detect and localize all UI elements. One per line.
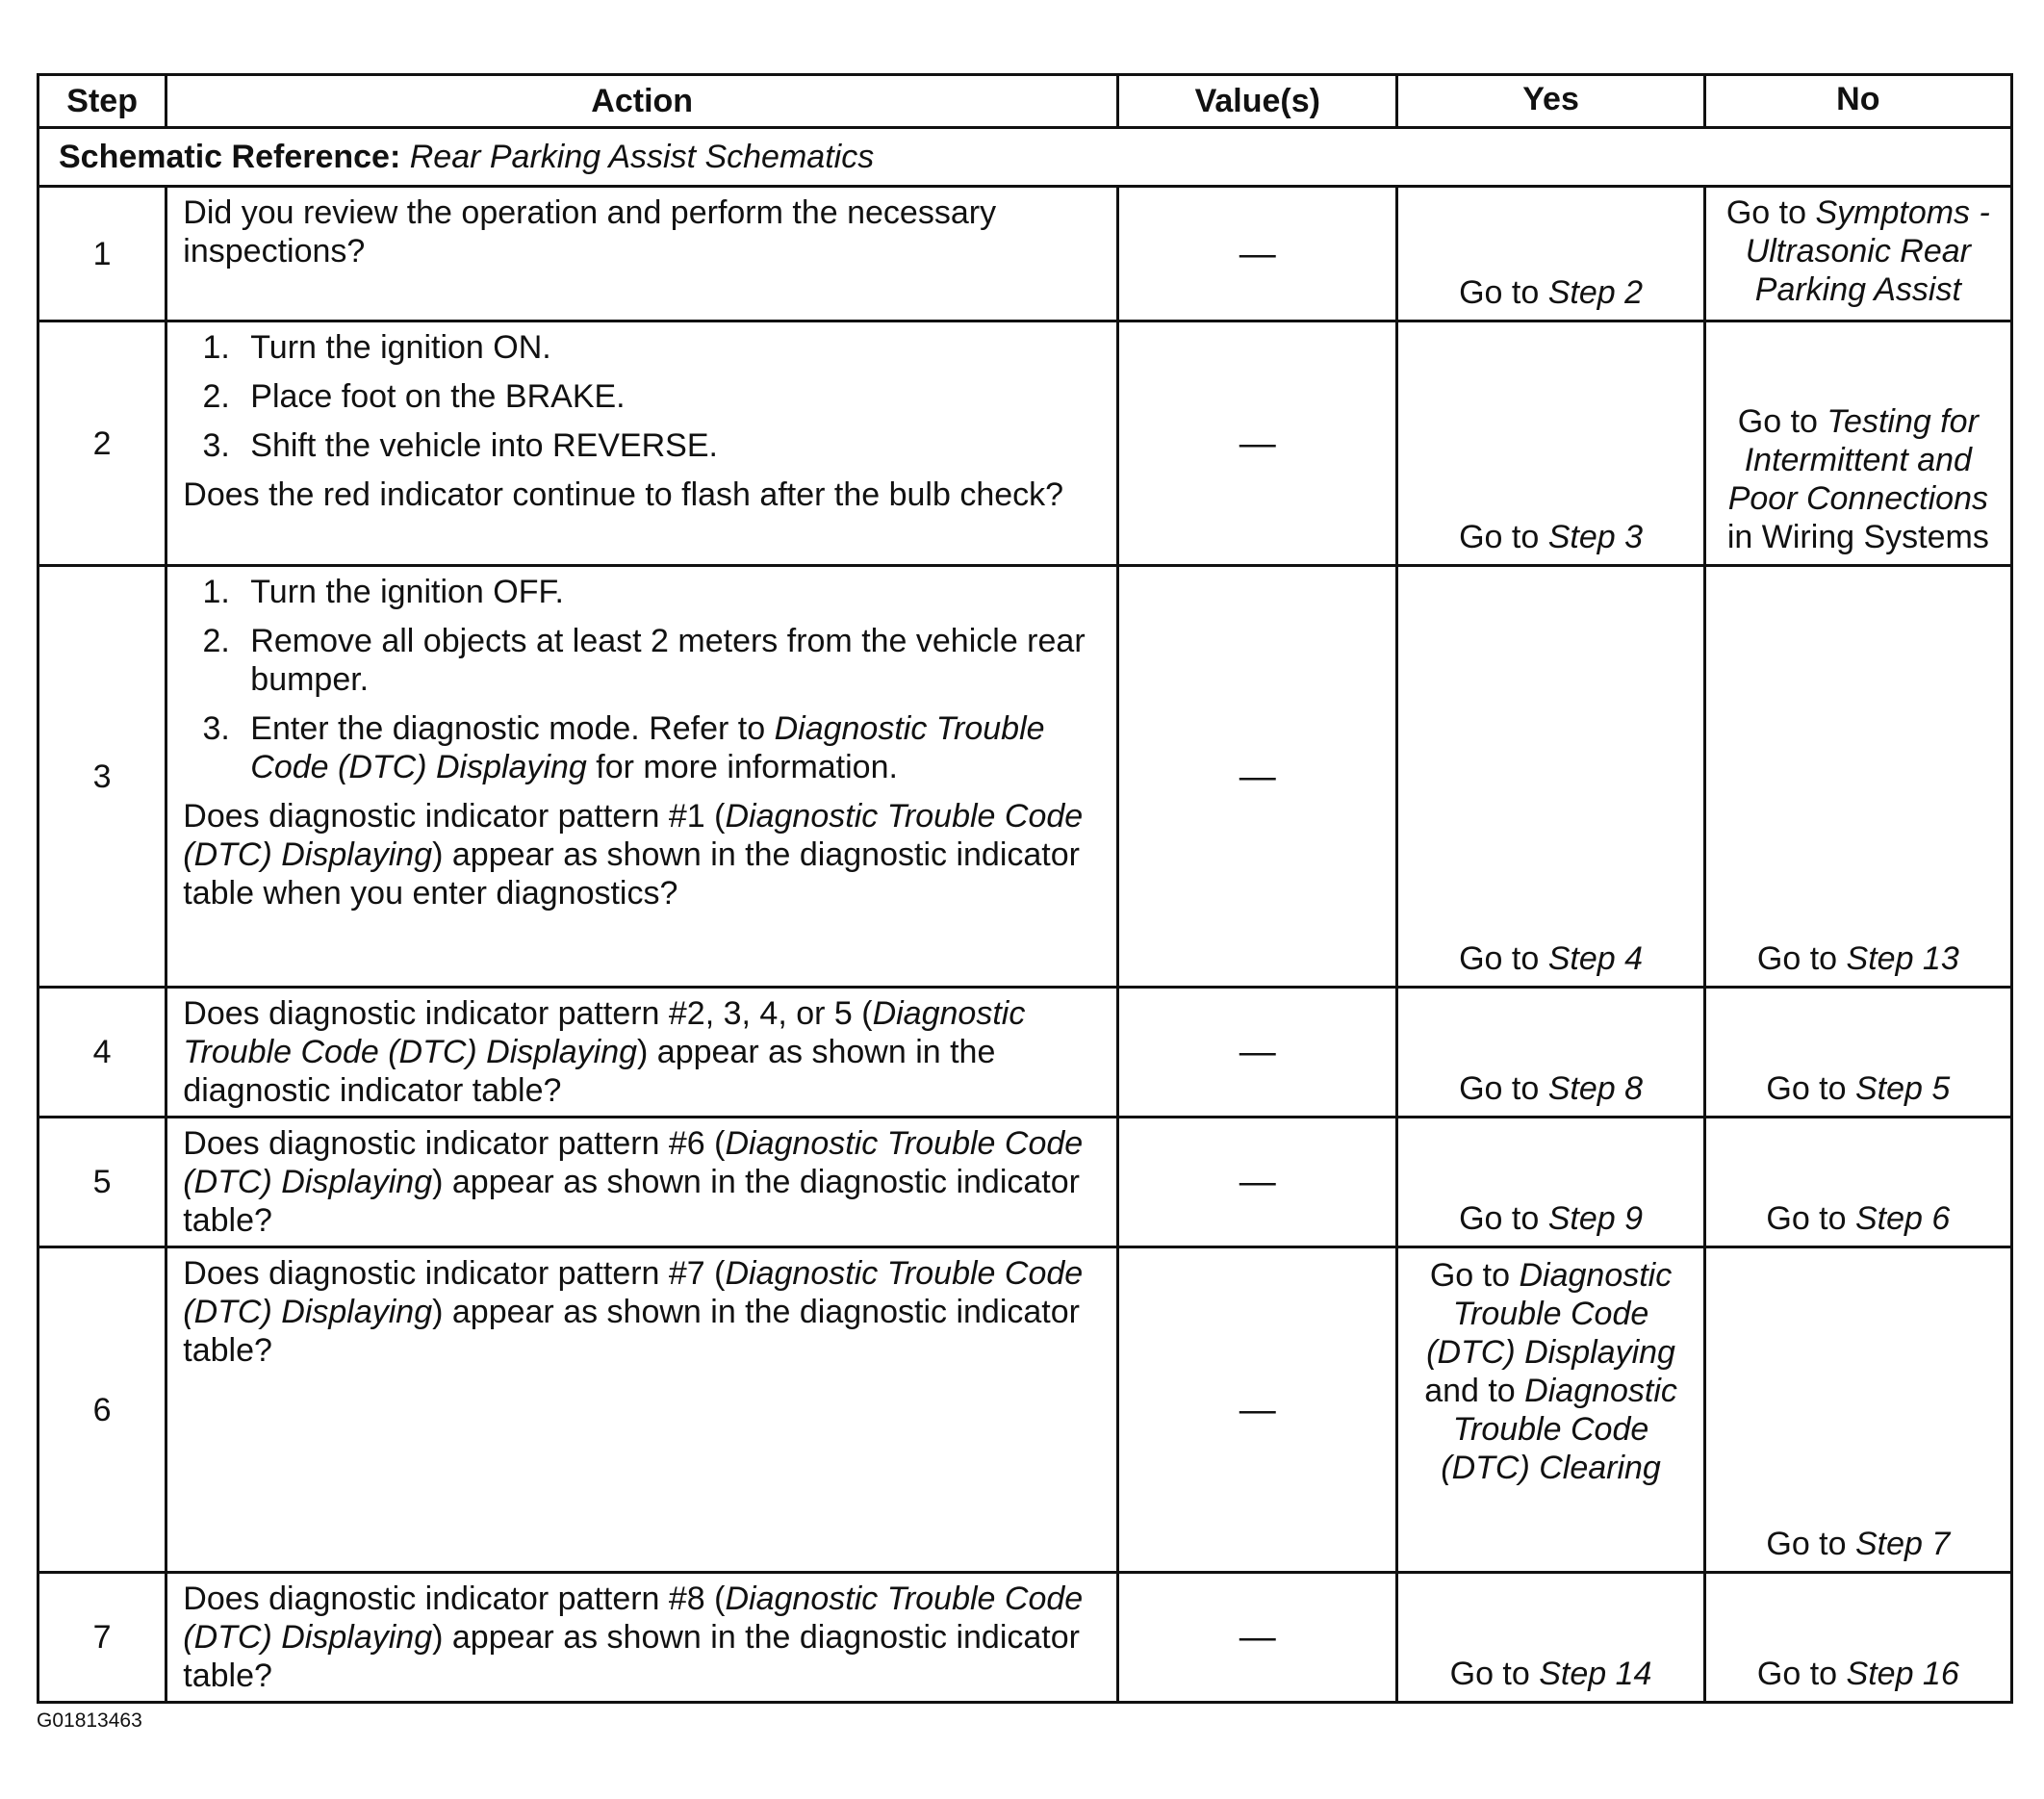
action-cell — [166, 566, 1118, 988]
no-cell — [1704, 1573, 2011, 1703]
yes-link[interactable]: Step 8 — [1547, 1070, 1644, 1107]
yes-prefix: Go to — [1459, 940, 1540, 977]
yes-cell — [1397, 321, 1704, 566]
yes-prefix: Go to — [1459, 1200, 1540, 1237]
yes-prefix: Go to — [1429, 1257, 1511, 1294]
table-row — [38, 988, 2012, 1118]
question-link[interactable]: Diagnostic Trouble Code (DTC) Displaying — [183, 1255, 1084, 1330]
no-suffix: in Wiring Systems — [1726, 519, 1989, 555]
table-row — [38, 187, 2012, 321]
no-prefix: Go to — [1766, 1070, 1847, 1107]
question-link[interactable]: Diagnostic Trouble Code (DTC) Displaying — [183, 995, 1026, 1070]
table-row — [38, 1118, 2012, 1247]
instruction-item — [239, 709, 1101, 786]
value-cell: — — [1118, 1247, 1397, 1573]
header-action: Action — [166, 75, 1118, 128]
question-prefix: Does diagnostic indicator pattern #7 ( — [183, 1255, 726, 1292]
table-row — [38, 321, 2012, 566]
yes-cell — [1397, 988, 1704, 1118]
no-cell — [1704, 187, 2011, 321]
figure-id: G01813463 — [37, 1709, 142, 1732]
value-cell: — — [1118, 1573, 1397, 1703]
instruction-text: Enter the diagnostic mode. Refer to — [250, 710, 766, 747]
yes-link[interactable]: Step 3 — [1547, 519, 1644, 555]
step-number: 5 — [38, 1118, 166, 1247]
no-link[interactable]: Step 16 — [1846, 1656, 1959, 1692]
yes-prefix: Go to — [1459, 519, 1540, 555]
instruction-item: 2. Remove all objects at least 2 meters from the vehicle rear bumper. — [239, 622, 1101, 699]
yes-prefix: Go to — [1459, 274, 1540, 311]
table-row — [38, 566, 2012, 988]
yes-link[interactable]: Step 4 — [1547, 940, 1644, 977]
instruction-suffix: for more information. — [596, 749, 898, 785]
action-question — [183, 1124, 1101, 1240]
value-cell: — — [1118, 988, 1397, 1118]
schematic-reference-label: Schematic Reference: — [59, 139, 401, 175]
action-cell — [166, 187, 1118, 321]
schematic-reference-row — [38, 128, 2012, 187]
no-prefix: Go to — [1725, 194, 1807, 231]
value-cell: — — [1118, 1118, 1397, 1247]
value-cell: — — [1118, 321, 1397, 566]
yes-link[interactable]: Step 9 — [1547, 1200, 1644, 1237]
no-prefix: Go to — [1756, 940, 1838, 977]
step-number: 3 — [38, 566, 166, 988]
no-link[interactable]: Symptoms - Ultrasonic Rear Parking Assist — [1745, 194, 1990, 308]
action-question: Does the red indicator continue to flash after the bulb check? — [183, 476, 1064, 513]
action-cell — [166, 1247, 1118, 1573]
value-cell: — — [1118, 566, 1397, 988]
yes-link[interactable]: Step 14 — [1539, 1656, 1652, 1692]
diagnostic-table — [37, 73, 2013, 1704]
question-suffix: ) appear as shown in the diagnostic indicator table? — [183, 1164, 1080, 1239]
action-question — [183, 797, 1101, 912]
step-number: 6 — [38, 1247, 166, 1573]
no-link[interactable]: Step 6 — [1855, 1200, 1951, 1237]
question-link[interactable]: Diagnostic Trouble Code (DTC) Displaying — [183, 1581, 1084, 1656]
header-step: Step — [38, 75, 166, 128]
question-prefix: Does diagnostic indicator pattern #2, 3, 4, or 5 ( — [183, 995, 873, 1032]
instruction-item: 1. Turn the ignition ON. — [239, 328, 1101, 367]
action-question — [183, 1580, 1101, 1695]
yes-link[interactable]: Diagnostic Trouble Code (DTC) Displaying — [1426, 1257, 1675, 1371]
table-row — [38, 1573, 2012, 1703]
question-prefix: Does diagnostic indicator pattern #1 ( — [183, 798, 726, 835]
question-suffix: ) appear as shown in the diagnostic indicator table? — [183, 1619, 1080, 1694]
yes-cell — [1397, 1247, 1704, 1573]
step-number: 2 — [38, 321, 166, 566]
instruction-link[interactable]: Diagnostic Trouble Code (DTC) Displaying — [250, 710, 1045, 785]
no-link[interactable]: Step 7 — [1855, 1526, 1951, 1562]
action-cell — [166, 1573, 1118, 1703]
yes-prefix: Go to — [1449, 1656, 1530, 1692]
step-number: 1 — [38, 187, 166, 321]
yes-cell — [1397, 566, 1704, 988]
action-question: Did you review the operation and perform the necessary inspections? — [183, 194, 997, 270]
step-number: 4 — [38, 988, 166, 1118]
question-suffix: ) appear as shown in the diagnostic indicator table? — [183, 1034, 996, 1109]
action-question — [183, 1254, 1101, 1370]
no-prefix: Go to — [1756, 1656, 1838, 1692]
question-suffix: ) appear as shown in the diagnostic indicator table? — [183, 1294, 1080, 1369]
header-values: Value(s) — [1118, 75, 1397, 128]
step-number: 7 — [38, 1573, 166, 1703]
instruction-list — [183, 328, 1101, 465]
action-cell — [166, 988, 1118, 1118]
no-prefix: Go to — [1766, 1526, 1847, 1562]
no-link[interactable]: Testing for Intermittent and Poor Connections — [1727, 403, 1988, 517]
header-row — [38, 75, 2012, 128]
question-link[interactable]: Diagnostic Trouble Code (DTC) Displaying — [183, 798, 1084, 873]
action-question — [183, 994, 1101, 1110]
action-cell — [166, 321, 1118, 566]
header-no: No — [1704, 75, 2011, 128]
no-cell — [1704, 1247, 2011, 1573]
instruction-item: 1. Turn the ignition OFF. — [239, 573, 1101, 611]
yes-middle: and to — [1424, 1373, 1516, 1409]
no-cell — [1704, 1118, 2011, 1247]
no-prefix: Go to — [1737, 403, 1818, 440]
question-prefix: Does diagnostic indicator pattern #6 ( — [183, 1125, 726, 1162]
yes-link[interactable]: Step 2 — [1547, 274, 1644, 311]
header-yes: Yes — [1397, 75, 1704, 128]
schematic-reference — [38, 128, 2012, 187]
yes-prefix: Go to — [1459, 1070, 1540, 1107]
question-suffix: ) appear as shown in the diagnostic indicator table when you enter diagnostics? — [183, 836, 1080, 912]
no-link[interactable]: Step 5 — [1855, 1070, 1951, 1107]
no-link[interactable]: Step 13 — [1846, 940, 1959, 977]
question-link[interactable]: Diagnostic Trouble Code (DTC) Displaying — [183, 1125, 1084, 1200]
no-cell — [1704, 321, 2011, 566]
instruction-item: 2. Place foot on the BRAKE. — [239, 377, 1101, 416]
yes-link-2[interactable]: Diagnostic Trouble Code (DTC) Clearing — [1441, 1373, 1677, 1486]
no-prefix: Go to — [1766, 1200, 1847, 1237]
yes-cell — [1397, 187, 1704, 321]
no-cell — [1704, 566, 2011, 988]
no-cell — [1704, 988, 2011, 1118]
value-cell: — — [1118, 187, 1397, 321]
yes-cell — [1397, 1118, 1704, 1247]
instruction-item: 3. Shift the vehicle into REVERSE. — [239, 426, 1101, 465]
action-cell — [166, 1118, 1118, 1247]
instruction-list — [183, 573, 1101, 786]
table-row — [38, 1247, 2012, 1573]
schematic-reference-link[interactable]: Rear Parking Assist Schematics — [409, 139, 875, 175]
question-prefix: Does diagnostic indicator pattern #8 ( — [183, 1581, 726, 1617]
yes-cell — [1397, 1573, 1704, 1703]
